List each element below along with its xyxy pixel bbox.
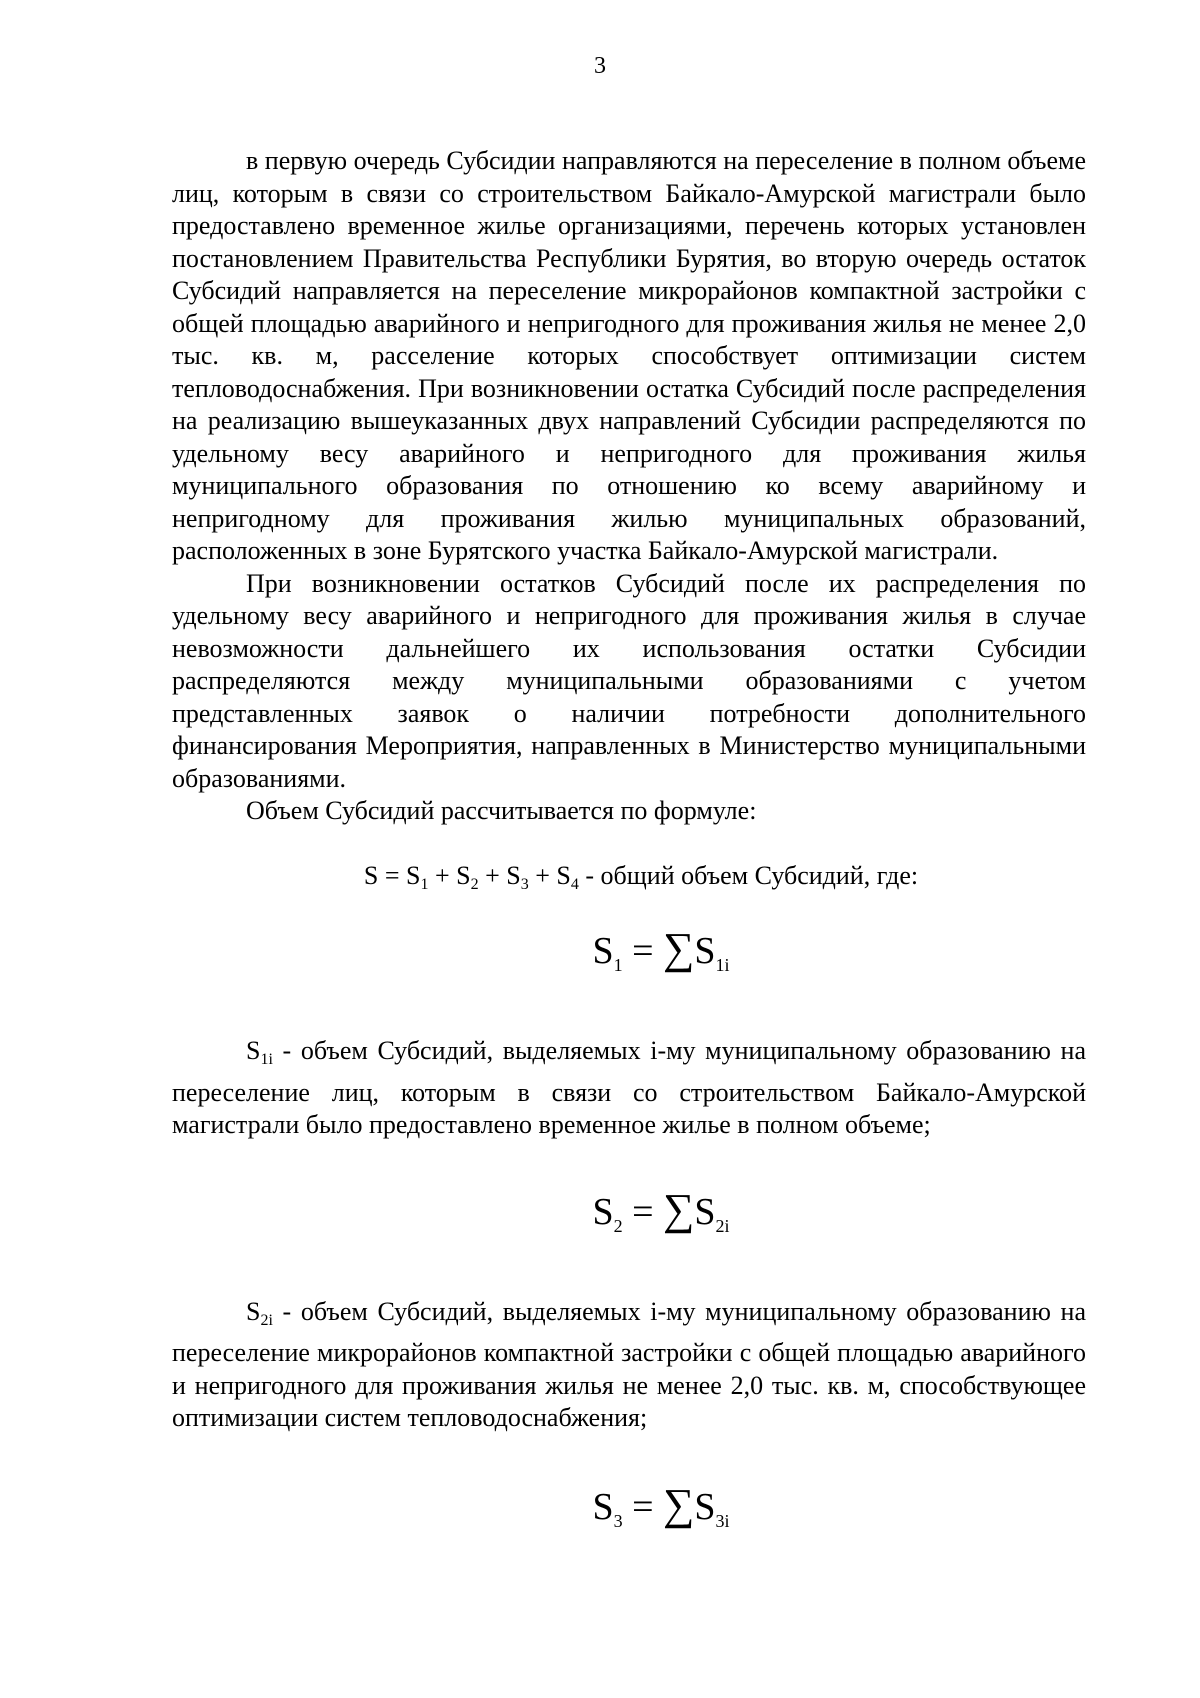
paragraph-formula-intro: Объем Субсидий рассчитывается по формуле: <box>246 796 757 825</box>
sum-symbol: ∑ <box>663 1184 695 1234</box>
formula-total-subsidy: $S = S_1 + S_2 + S_3 + S_4$ - общий объем Субсидий, где: <box>363 860 919 893</box>
formula-s3: $S_3 = \sum S_{3i}$ <box>592 1479 730 1531</box>
sum-symbol: ∑ <box>663 1479 695 1529</box>
document-body <box>172 145 1086 1543</box>
page-number: 3 <box>594 53 606 79</box>
definition-s2i: $S_{2i}$ - объем Субсидий, выделяемых i-му муниципальному образованию на переселение микрорайонов компактной застройки с общей площадью аварийного и непригодного для проживания жилья не менее 2,0 тыс. кв. м, способствующее оптимизации систем тепловодоснабжения; <box>172 1296 1086 1432</box>
formula-s1: $S_1 = \sum S_{1i}$ <box>592 924 730 975</box>
sum-symbol: ∑ <box>663 924 695 973</box>
paragraph-remaining-subsidies: При возникновении остатков Субсидий после их распределения по удельному весу аварийного и непригодного для проживания жилья в случае невозможности дальнейшего их использования остатки Субсидии распределяются между муниципальными образованиями с учетом представленных заявок о наличии потребности дополнительного финансирования Мероприятия, направленных в Министерство муниципальными образованиями. <box>172 568 1086 793</box>
definition-s1i: $S_{1i}$ - объем Субсидий, выделяемых i-му муниципальному образованию на переселение лиц, которым в связи со строительством Байкало-Амурской магистрали было предоставлено временное жилье в полном объеме; <box>172 1036 1086 1139</box>
paragraph-distribution-order: в первую очередь Субсидии направляются на переселение в полном объеме лиц, которым в связи со строительством Байкало-Амурской магистрали было предоставлено временное жилье организациями, перечень которых установлен постановлением Правительства Республики Бурятия, во вторую очередь остаток Субсидий направляется на переселение микрорайонов компактной застройки с общей площадью аварийного и непригодного для проживания жилья не менее 2,0 тыс. кв. м, расселение которых способствует оптимизации систем тепловодоснабжения. При возникновении остатка Субсидий после распределения на реализацию вышеуказанных двух направлений Субсидии распределяются по удельному весу аварийного и непригодного для проживания жилья муниципального образования по отношению ко всему аварийному и непригодному для проживания жилью муниципальных образований, расположенных в зоне Бурятского участка Байкало-Амурской магистрали. <box>172 146 1086 565</box>
formula-s2: $S_2 = \sum S_{2i}$ <box>592 1184 730 1236</box>
